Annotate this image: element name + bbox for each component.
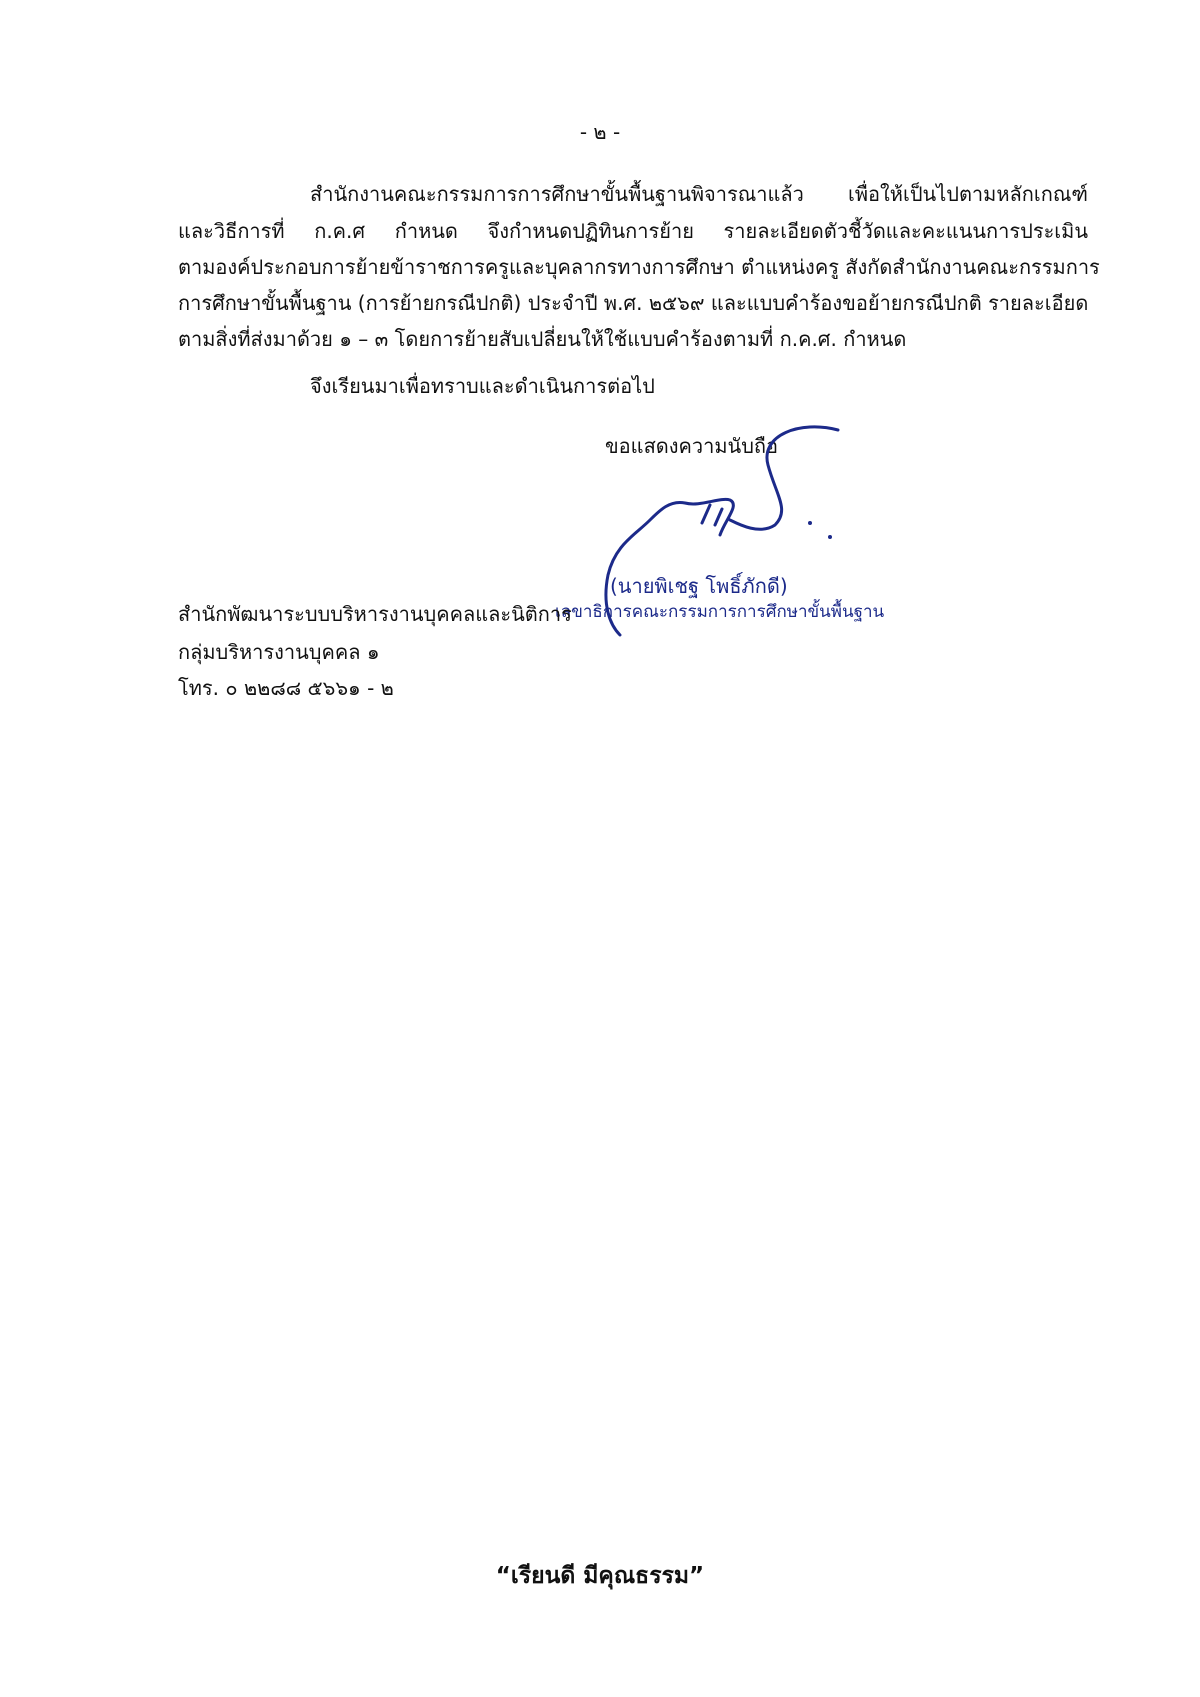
sender-phone: โทร. ๐ ๒๒๘๘ ๕๖๖๑ - ๒ xyxy=(178,676,394,700)
sender-office: สำนักพัฒนาระบบบริหารงานบุคคลและนิติการ xyxy=(178,602,572,626)
body-line: และวิธีการที่ ก.ค.ศ กำหนด จึงกำหนดปฏิทินการย้าย รายละเอียดตัวชี้วัดและคะแนนการประเมิน xyxy=(178,219,1088,243)
sender-group: กลุ่มบริหารงานบุคคล ๑ xyxy=(178,640,380,664)
salutation: ขอแสดงความนับถือ xyxy=(605,434,779,458)
signatory-name: (นายพิเชฐ โพธิ์ภักดี) xyxy=(610,574,788,598)
page-number: - ๒ - xyxy=(579,120,621,144)
body-line: สำนักงานคณะกรรมการการศึกษาขั้นพื้นฐานพิจารณาแล้ว เพื่อให้เป็นไปตามหลักเกณฑ์ xyxy=(310,182,1088,206)
motto: “เรียนดี มีคุณธรรม” xyxy=(495,1563,705,1589)
body-line: ตามองค์ประกอบการย้ายข้าราชการครูและบุคลากรทางการศึกษา ตำแหน่งครู สังกัดสำนักงานคณะกรรมการ xyxy=(178,255,1100,279)
closing-request: จึงเรียนมาเพื่อทราบและดำเนินการต่อไป xyxy=(310,374,655,398)
body-line: ตามสิ่งที่ส่งมาด้วย ๑ – ๓ โดยการย้ายสับเปลี่ยนให้ใช้แบบคำร้องตามที่ ก.ค.ศ. กำหนด xyxy=(178,327,907,351)
signatory-position: เลขาธิการคณะกรรมการการศึกษาขั้นพื้นฐาน xyxy=(555,602,885,622)
body-line: การศึกษาขั้นพื้นฐาน (การย้ายกรณีปกติ) ประจำปี พ.ศ. ๒๕๖๙ และแบบคำร้องขอย้ายกรณีปกติ รายละเอียด xyxy=(178,291,1089,315)
